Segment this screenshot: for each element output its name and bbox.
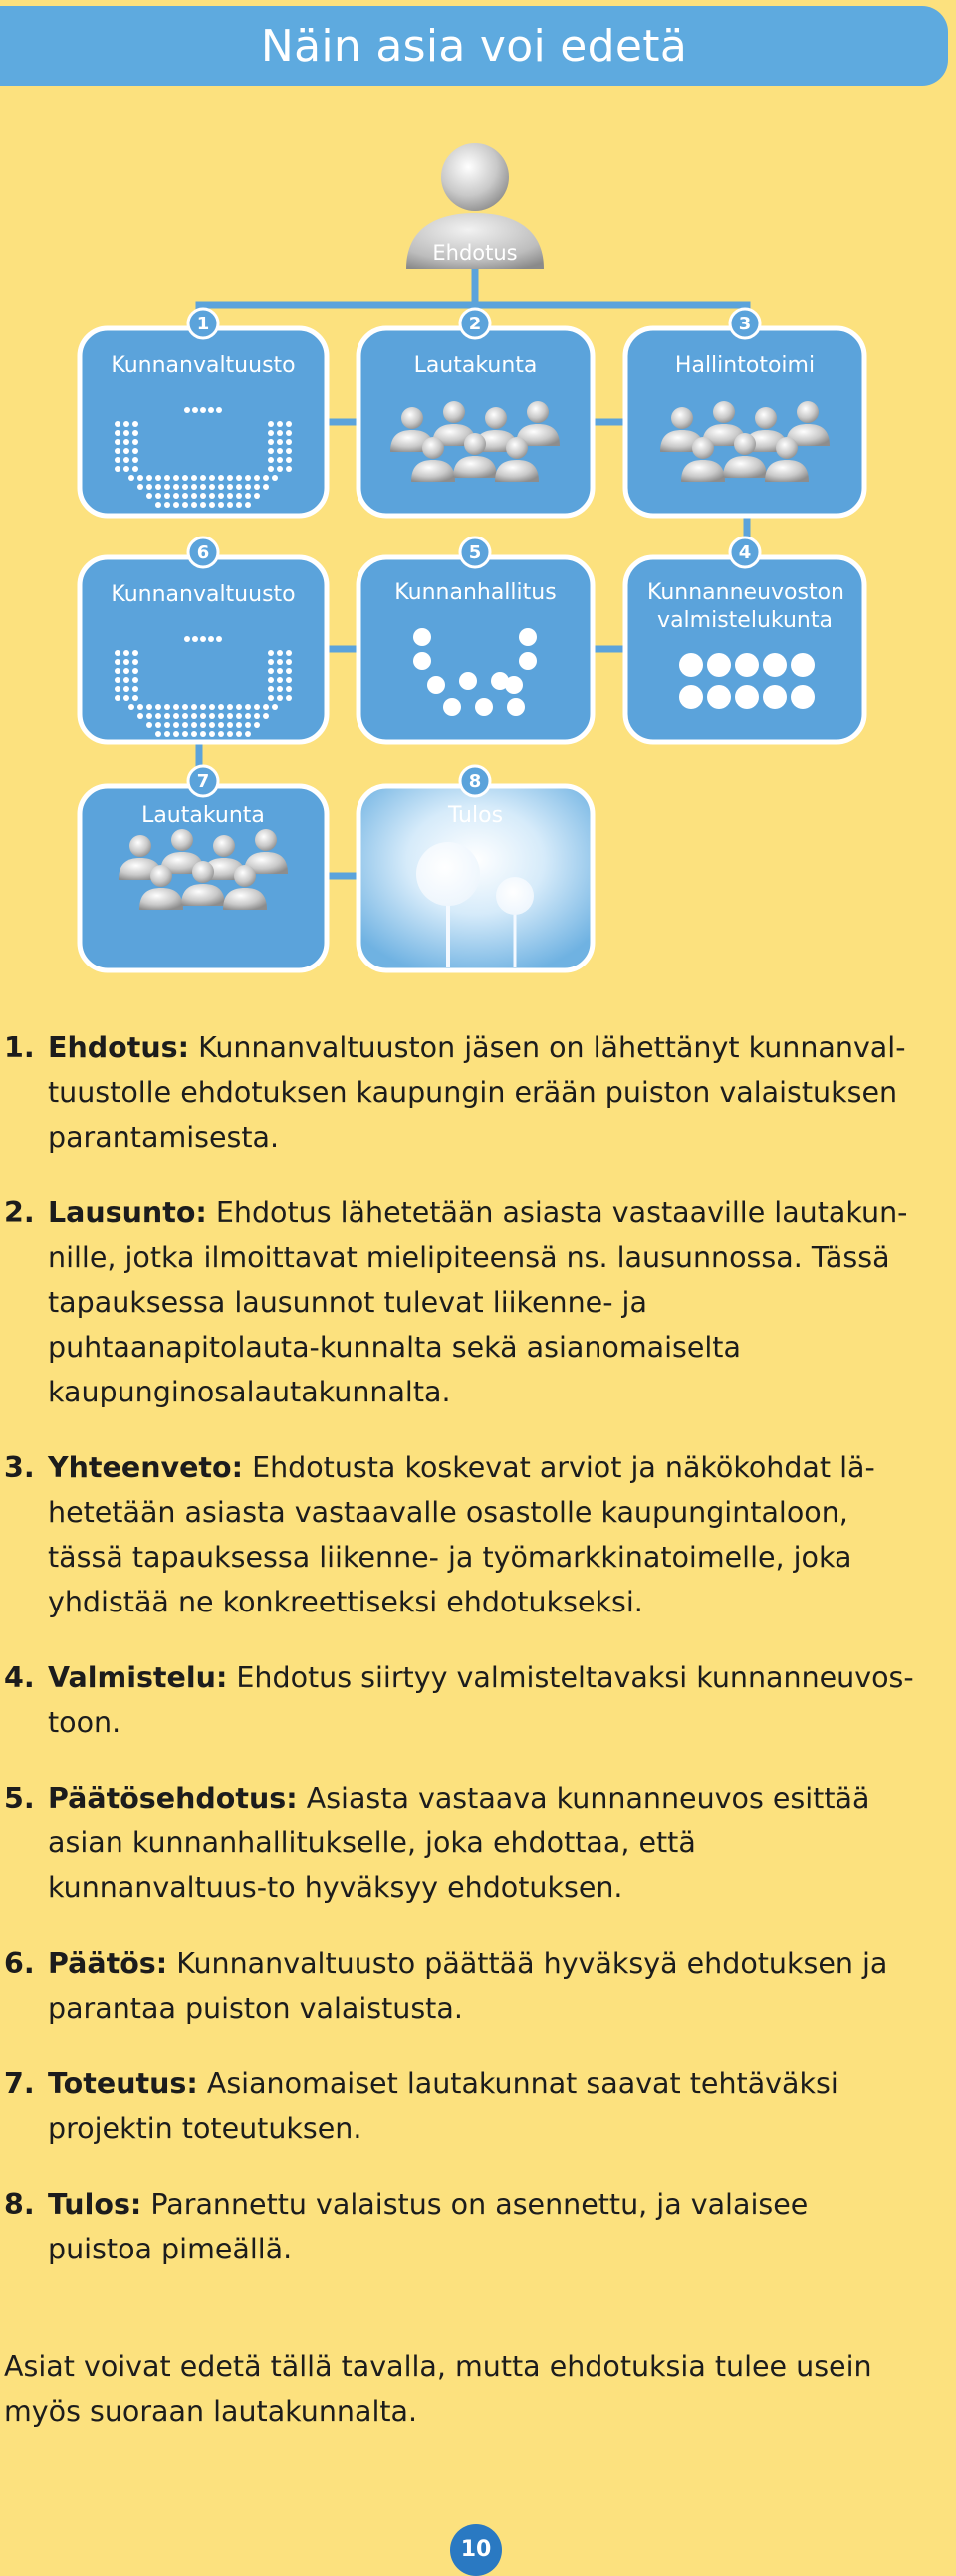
list-item <box>4 1445 918 1624</box>
seat-dot <box>137 475 143 481</box>
seat-dot <box>268 421 274 427</box>
seat-dot <box>173 475 179 481</box>
seat-dot <box>227 484 233 490</box>
seat-dot <box>132 650 138 656</box>
seat-dot <box>263 713 269 719</box>
seat-dot <box>132 695 138 701</box>
seat-dot <box>123 430 129 436</box>
seat-dot <box>268 448 274 454</box>
seat-dot <box>132 686 138 692</box>
seat-dot <box>132 668 138 674</box>
seat-dot <box>277 457 283 463</box>
seat-dot <box>245 484 251 490</box>
seat-dot <box>128 704 134 710</box>
seat-dot <box>115 695 120 701</box>
page-title: Näin asia voi edetä <box>260 21 688 72</box>
seat-dot <box>123 421 129 427</box>
seat-dot <box>115 686 120 692</box>
seat-dot <box>115 448 120 454</box>
seat-dot <box>286 668 292 674</box>
seat-dot <box>507 698 525 716</box>
seat-dot <box>254 493 260 499</box>
seat-dot <box>132 457 138 463</box>
list-item <box>4 1941 918 2031</box>
seat-dot <box>227 502 233 508</box>
seat-dot <box>208 407 214 413</box>
seat-dot <box>227 475 233 481</box>
seat-dot <box>132 439 138 445</box>
list-item <box>4 1776 918 1910</box>
seat-dot <box>286 659 292 665</box>
seat-dot <box>132 466 138 472</box>
seat-dot <box>123 439 129 445</box>
seat-dot <box>218 493 224 499</box>
seat-dot <box>227 493 233 499</box>
seat-dot <box>164 475 170 481</box>
seat-dot <box>182 731 188 737</box>
seat-dot <box>155 484 161 490</box>
proposal-label: Ehdotus <box>432 241 518 265</box>
node-label-5: Kunnanhallitus <box>394 580 557 605</box>
seat-dot <box>191 493 197 499</box>
seat-dot <box>209 484 215 490</box>
seat-dot <box>277 659 283 665</box>
seat-dot <box>209 722 215 728</box>
seat-dot <box>115 421 120 427</box>
seat-dot <box>707 685 731 709</box>
step-text: Ehdotus lähetetään asiasta vastaaville lautakun-nille, jotka ilmoittavat mielipiteensä ns. lausunnossa. Tässä tapauksessa lausunnot tulevat liikenne- ja puhtaanapitolauta-kunnalta sekä asianomaiselta kaupunginosalautakunnalta. <box>48 1196 908 1408</box>
seat-dot <box>164 484 170 490</box>
seat-dot <box>115 430 120 436</box>
seat-dot <box>200 493 206 499</box>
seat-dot <box>173 704 179 710</box>
seat-dot <box>200 731 206 737</box>
seat-dot <box>182 713 188 719</box>
seat-dot <box>200 475 206 481</box>
seat-dot <box>236 731 242 737</box>
seat-dot <box>218 502 224 508</box>
seat-dot <box>184 407 190 413</box>
seat-dot <box>763 653 787 677</box>
step-heading: Tulos: <box>48 2188 142 2221</box>
seat-dot <box>115 659 120 665</box>
seat-dot <box>182 493 188 499</box>
seat-dot <box>268 695 274 701</box>
seat-dot <box>200 704 206 710</box>
seat-dot <box>182 502 188 508</box>
seat-dot <box>263 484 269 490</box>
step-text: Ehdotusta koskevat arviot ja näkökohdat lä-hetetään asiasta vastaavalle osastolle kaupungintaloon, tässä tapauksessa liikenne- ja työmarkkinatoimelle, joka yhdistää ne konkreettiseksi ehdotukseksi. <box>48 1451 875 1618</box>
seat-dot <box>173 731 179 737</box>
list-item <box>4 2061 918 2151</box>
step-heading: Yhteenveto: <box>48 1451 244 1484</box>
seat-dot <box>155 731 161 737</box>
seat-dot <box>132 421 138 427</box>
step-text: Ehdotus siirtyy valmisteltavaksi kunnanneuvos-toon. <box>48 1661 914 1739</box>
seat-dot <box>218 704 224 710</box>
seat-dot <box>123 686 129 692</box>
seat-dot <box>173 484 179 490</box>
seat-dot <box>268 677 274 683</box>
step-number: 6. <box>4 1947 35 1980</box>
seat-dot <box>254 704 260 710</box>
seat-dot <box>191 722 197 728</box>
seat-dot <box>254 484 260 490</box>
process-diagram <box>0 0 956 995</box>
seat-dot <box>236 704 242 710</box>
seat-dot <box>791 685 815 709</box>
seat-dot <box>115 439 120 445</box>
seat-dot <box>272 475 278 481</box>
seat-dot <box>173 502 179 508</box>
seat-dot <box>200 407 206 413</box>
seat-dot <box>200 722 206 728</box>
seat-dot <box>173 722 179 728</box>
seat-dot <box>123 650 129 656</box>
seat-dot <box>236 713 242 719</box>
badge-number-8: 8 <box>468 771 482 792</box>
node-label-4: Kunnanneuvoston valmistelukunta <box>647 580 844 633</box>
seat-dot <box>146 713 152 719</box>
seat-dot <box>191 484 197 490</box>
seat-dot <box>123 668 129 674</box>
seat-dot <box>286 448 292 454</box>
seat-dot <box>268 457 274 463</box>
seat-dot <box>182 722 188 728</box>
seat-dot <box>236 475 242 481</box>
step-number: 1. <box>4 1031 35 1064</box>
step-number: 4. <box>4 1661 35 1694</box>
closing-paragraph: Asiat voivat edetä tällä tavalla, mutta ehdotuksia tulee usein myös suoraan lautakunnalta. <box>4 2350 872 2428</box>
seat-dot <box>164 704 170 710</box>
seat-dot <box>132 448 138 454</box>
seat-dot <box>236 722 242 728</box>
seat-dot <box>209 731 215 737</box>
seat-dot <box>268 659 274 665</box>
seat-dot <box>413 652 431 670</box>
badge-number-2: 2 <box>468 314 482 334</box>
seat-dot <box>155 502 161 508</box>
seat-dot <box>191 731 197 737</box>
seat-dot <box>209 704 215 710</box>
step-text: Kunnanvaltuuston jäsen on lähettänyt kunnanval-tuustolle ehdotuksen kaupungin erään puiston valaistuksen parantamisesta. <box>48 1031 906 1154</box>
seat-dot <box>146 704 152 710</box>
seat-dot <box>443 698 461 716</box>
badge-number-7: 7 <box>196 771 210 792</box>
seat-dot <box>216 636 222 642</box>
seat-dot <box>209 502 215 508</box>
seat-dot <box>115 668 120 674</box>
seat-dot <box>277 421 283 427</box>
badge-number-3: 3 <box>738 314 752 334</box>
step-heading: Päätösehdotus: <box>48 1782 298 1815</box>
node-label-6: Kunnanvaltuusto <box>111 582 296 607</box>
node-label-1: Kunnanvaltuusto <box>111 353 296 378</box>
list-item <box>4 2182 918 2271</box>
seat-dot <box>132 677 138 683</box>
seat-dot <box>263 475 269 481</box>
seat-dot <box>707 653 731 677</box>
seat-dot <box>218 484 224 490</box>
badge-number-6: 6 <box>196 542 210 563</box>
seat-dot <box>123 466 129 472</box>
seat-dot <box>286 421 292 427</box>
seat-dot <box>132 430 138 436</box>
seat-dot <box>155 722 161 728</box>
seat-dot <box>146 484 152 490</box>
seat-dot <box>173 713 179 719</box>
seat-dot <box>132 659 138 665</box>
seat-dot <box>137 484 143 490</box>
seat-dot <box>191 502 197 508</box>
seat-dot <box>236 493 242 499</box>
seat-dot <box>155 475 161 481</box>
seat-dot <box>173 493 179 499</box>
seat-dot <box>245 722 251 728</box>
node-label-3: Hallintotoimi <box>674 353 816 378</box>
seat-dot <box>155 493 161 499</box>
seat-dot <box>791 653 815 677</box>
seat-dot <box>209 713 215 719</box>
seat-dot <box>182 475 188 481</box>
seat-dot <box>236 502 242 508</box>
seat-dot <box>192 636 198 642</box>
seat-dot <box>137 704 143 710</box>
seat-dot <box>735 685 759 709</box>
seat-dot <box>277 430 283 436</box>
seat-dot <box>218 713 224 719</box>
seat-dot <box>164 722 170 728</box>
seat-dot <box>164 493 170 499</box>
seat-dot <box>115 466 120 472</box>
seat-dot <box>209 493 215 499</box>
seat-dot <box>155 704 161 710</box>
seat-dot <box>123 457 129 463</box>
seat-dot <box>268 466 274 472</box>
step-text: Parannettu valaistus on asennettu, ja valaisee puistoa pimeällä. <box>48 2188 809 2265</box>
seat-dot <box>123 659 129 665</box>
seat-dot <box>277 650 283 656</box>
seat-dot <box>763 685 787 709</box>
seat-dot <box>286 430 292 436</box>
seat-dot <box>146 722 152 728</box>
seat-dot <box>216 407 222 413</box>
step-heading: Päätös: <box>48 1947 168 1980</box>
seat-dot <box>286 686 292 692</box>
seat-dot <box>245 475 251 481</box>
seat-dot <box>227 731 233 737</box>
seat-dot <box>286 466 292 472</box>
seat-dot <box>277 668 283 674</box>
seat-dot <box>263 704 269 710</box>
seat-dot <box>254 722 260 728</box>
seat-dot <box>184 636 190 642</box>
step-text: Asianomaiset lautakunnat saavat tehtäväksi projektin toteutuksen. <box>48 2067 838 2145</box>
seat-dot <box>200 484 206 490</box>
seat-dot <box>191 704 197 710</box>
step-text: Kunnanvaltuusto päättää hyväksyä ehdotuksen ja parantaa puiston valaistusta. <box>48 1947 888 2025</box>
badge-number-5: 5 <box>468 542 482 563</box>
seat-dot <box>164 731 170 737</box>
seat-dot <box>277 686 283 692</box>
seat-dot <box>277 439 283 445</box>
seat-dot <box>268 668 274 674</box>
seat-dot <box>268 430 274 436</box>
seat-dot <box>475 698 493 716</box>
page-number: 10 <box>450 2524 502 2576</box>
seat-dot <box>115 677 120 683</box>
seat-dot <box>218 731 224 737</box>
seat-dot <box>268 439 274 445</box>
seat-dot <box>227 722 233 728</box>
badge-number-1: 1 <box>196 314 210 334</box>
seat-dot <box>277 448 283 454</box>
step-number: 3. <box>4 1451 35 1484</box>
seat-dot <box>123 695 129 701</box>
seat-dot <box>227 713 233 719</box>
seat-dot <box>200 502 206 508</box>
seat-dot <box>277 695 283 701</box>
seat-dot <box>735 653 759 677</box>
step-number: 2. <box>4 1196 35 1229</box>
step-heading: Toteutus: <box>48 2067 198 2100</box>
list-item <box>4 1190 918 1414</box>
node-label-7: Lautakunta <box>141 803 265 828</box>
step-number: 8. <box>4 2188 35 2221</box>
step-heading: Lausunto: <box>48 1196 207 1229</box>
seat-dot <box>286 439 292 445</box>
seat-dot <box>137 713 143 719</box>
seat-dot <box>236 484 242 490</box>
seat-dot <box>218 722 224 728</box>
seat-dot <box>146 475 152 481</box>
step-list <box>0 1025 956 2302</box>
seat-dot <box>182 704 188 710</box>
badge-number-4: 4 <box>738 542 752 563</box>
list-item <box>4 1655 918 1745</box>
seat-dot <box>286 695 292 701</box>
seat-dot <box>277 677 283 683</box>
seat-dot <box>679 653 703 677</box>
seat-dot <box>268 650 274 656</box>
seat-dot <box>272 704 278 710</box>
node-label-2: Lautakunta <box>413 353 538 378</box>
seat-dot <box>245 713 251 719</box>
seat-dot <box>519 652 537 670</box>
seat-dot <box>192 407 198 413</box>
seat-dot <box>459 672 477 690</box>
seat-dot <box>128 475 134 481</box>
seat-dot <box>245 731 251 737</box>
seat-dot <box>254 475 260 481</box>
seat-dot <box>245 493 251 499</box>
step-text: Asiasta vastaava kunnanneuvos esittää asian kunnanhallitukselle, joka ehdottaa, että kunnanvaltuus-to hyväksyy ehdotuksen. <box>48 1782 870 1904</box>
seat-dot <box>182 484 188 490</box>
seat-dot <box>164 713 170 719</box>
seat-dot <box>115 650 120 656</box>
list-item <box>4 1025 918 1160</box>
seat-dot <box>115 457 120 463</box>
seat-dot <box>227 704 233 710</box>
node-label-8: Tulos <box>447 803 504 828</box>
seat-dot <box>413 628 431 646</box>
seat-dot <box>146 493 152 499</box>
step-number: 7. <box>4 2067 35 2100</box>
seat-dot <box>123 448 129 454</box>
step-number: 5. <box>4 1782 35 1815</box>
seat-dot <box>209 475 215 481</box>
seat-dot <box>191 475 197 481</box>
seat-dot <box>286 457 292 463</box>
seat-dot <box>427 676 445 694</box>
seat-dot <box>155 713 161 719</box>
seat-dot <box>200 636 206 642</box>
step-heading: Valmistelu: <box>48 1661 228 1694</box>
seat-dot <box>200 713 206 719</box>
seat-dot <box>123 677 129 683</box>
seat-dot <box>268 686 274 692</box>
seat-dot <box>277 466 283 472</box>
seat-dot <box>505 676 523 694</box>
seat-dot <box>286 650 292 656</box>
seat-dot <box>208 636 214 642</box>
seat-dot <box>191 713 197 719</box>
step-heading: Ehdotus: <box>48 1031 190 1064</box>
seat-dot <box>164 502 170 508</box>
seat-dot <box>218 475 224 481</box>
seat-dot <box>245 502 251 508</box>
seat-dot <box>519 628 537 646</box>
seat-dot <box>245 704 251 710</box>
seat-dot <box>286 677 292 683</box>
seat-dot <box>254 713 260 719</box>
seat-dot <box>679 685 703 709</box>
